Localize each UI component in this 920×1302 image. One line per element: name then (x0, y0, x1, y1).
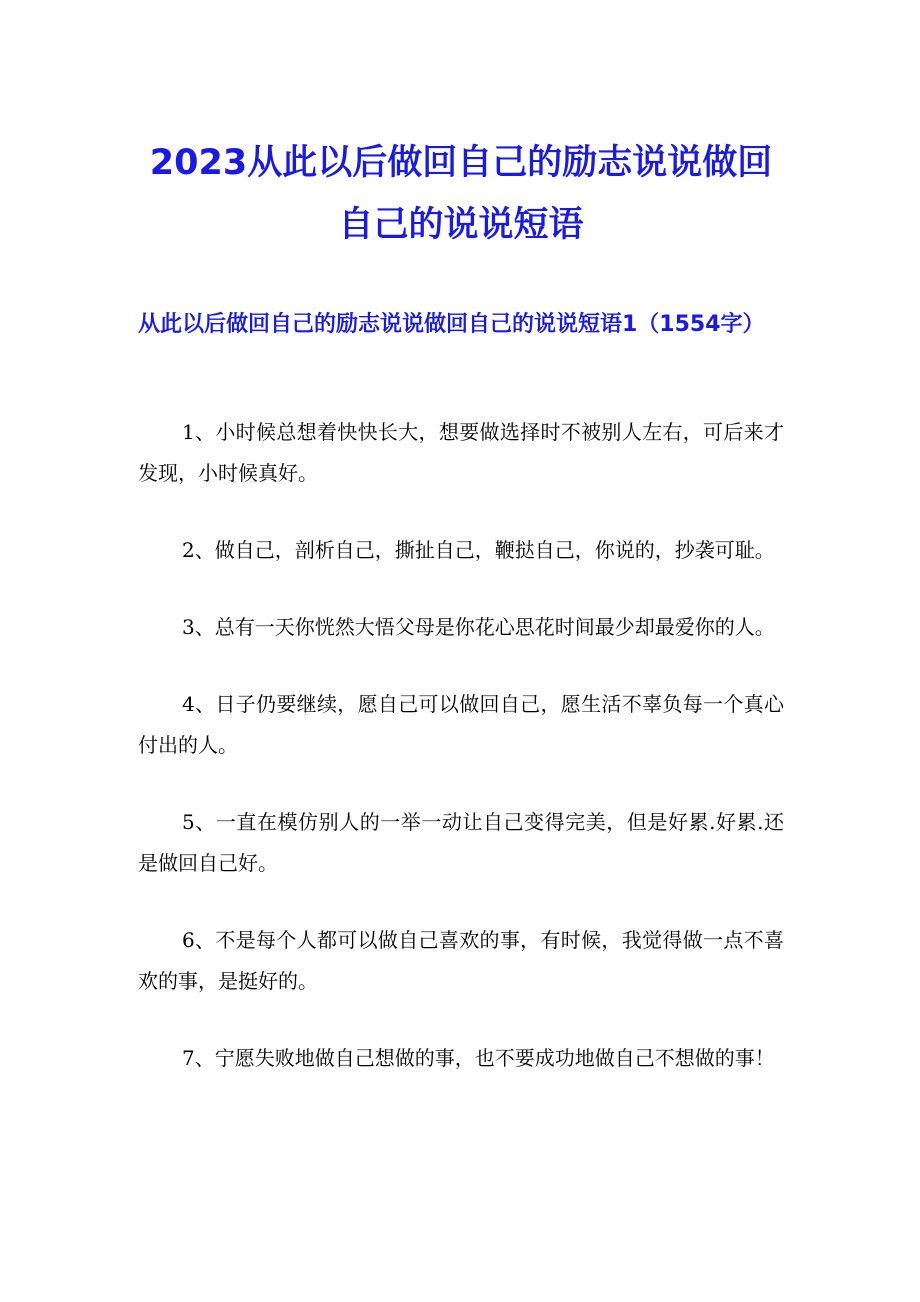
list-item: 3、总有一天你恍然大悟父母是你花心思花时间最少却最爱你的人。 (182, 615, 775, 639)
list-item: 6、不是每个人都可以做自己喜欢的事，有时候，我觉得做一点不喜欢的事，是挺好的。 (138, 928, 784, 993)
sayings-list (138, 412, 784, 1115)
list-item: 5、一直在模仿别人的一举一动让自己变得完美，但是好累.好累.还是做回自己好。 (138, 810, 784, 875)
document-title: 2023从此以后做回自己的励志说说做回自己的说说短语 (149, 143, 773, 245)
list-item: 7、宁愿失败地做自己想做的事，也不要成功地做自己不想做的事！ (182, 1046, 775, 1070)
list-item: 4、日子仍要继续，愿自己可以做回自己，愿生活不辜负每一个真心付出的人。 (138, 692, 784, 757)
list-item: 2、做自己，剖析自己，撕扯自己，鞭挞自己，你说的，抄袭可耻。 (182, 538, 775, 562)
section-heading: 从此以后做回自己的励志说说做回自己的说说短语1（1554字） (138, 312, 765, 337)
list-item: 1、小时候总想着快快长大，想要做选择时不被别人左右，可后来才发现，小时候真好。 (138, 420, 784, 485)
